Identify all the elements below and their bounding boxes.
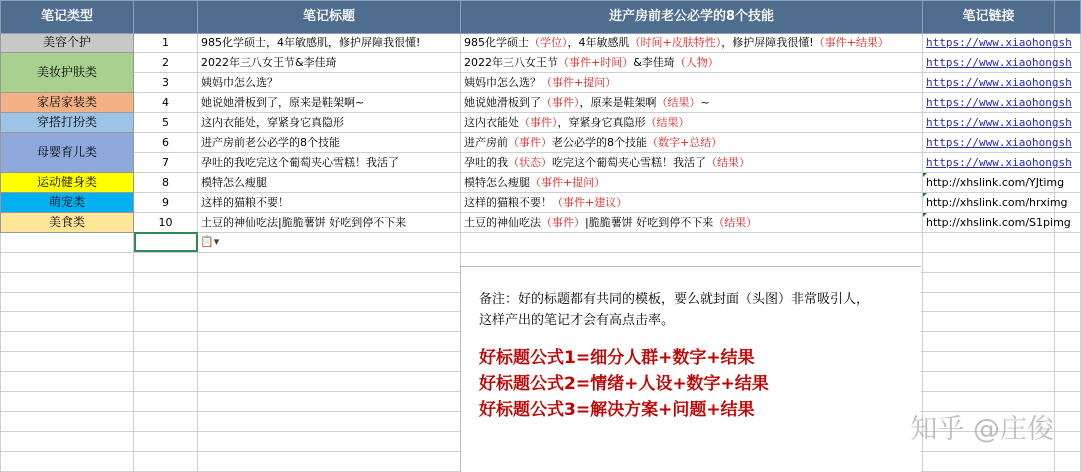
empty-cell[interactable] [1055, 372, 1081, 392]
hyperlink[interactable]: https://www.xiaohongsh [926, 36, 1072, 50]
analysis-text: ，4年敏感肌 [567, 36, 630, 50]
empty-cell[interactable] [1055, 412, 1081, 432]
table-row [1, 113, 1081, 133]
empty-cell[interactable] [134, 431, 198, 451]
empty-cell[interactable] [198, 392, 461, 412]
title-cell[interactable]: 孕吐的我吃完这个葡萄夹心雪糕！我活了 [198, 153, 461, 173]
analysis-tag: （结果） [706, 156, 750, 169]
empty-cell[interactable] [198, 451, 461, 471]
link-text: http://xhslink.com/hrximg [926, 195, 1068, 209]
hyperlink[interactable]: https://www.xiaohongsh [926, 56, 1072, 70]
empty-cell[interactable] [134, 392, 198, 412]
analysis-cell[interactable] [461, 212, 923, 232]
link-cell[interactable] [923, 212, 1071, 232]
analysis-cell[interactable] [461, 172, 923, 192]
analysis-tag: （人物） [674, 56, 719, 70]
empty-cell[interactable] [1055, 392, 1081, 412]
analysis-tag: （事件+提问） [541, 76, 617, 90]
hyperlink[interactable]: https://www.xiaohongsh [926, 116, 1072, 130]
number-cell[interactable]: 9 [134, 192, 198, 212]
analysis-cell[interactable] [461, 153, 923, 173]
link-text: http://xhslink.com/YJtimg [926, 175, 1065, 189]
analysis-text: 模特怎么瘦腿 [464, 175, 530, 189]
link-cell[interactable] [923, 53, 1072, 73]
link-cell[interactable] [923, 73, 1072, 93]
link-cell[interactable] [923, 192, 1068, 212]
analysis-text: 这内衣能处 [464, 116, 519, 130]
analysis-cell[interactable] [461, 192, 923, 212]
category-cell[interactable]: 美妆护肤类 [1, 53, 134, 93]
analysis-text: 985化学硕士 [464, 36, 529, 50]
number-cell[interactable]: 4 [134, 93, 198, 113]
title-cell[interactable]: 土豆的神仙吃法|脆脆薯饼 好吃到停不下来 [198, 212, 461, 232]
analysis-cell[interactable] [461, 73, 923, 93]
note-textbox[interactable] [460, 266, 921, 472]
analysis-text: ，穿紧身它真隐形 [557, 116, 646, 130]
empty-cell[interactable] [1, 352, 134, 372]
analysis-cell[interactable] [461, 93, 923, 113]
empty-cell[interactable] [1, 332, 134, 352]
number-cell[interactable]: 1 [134, 33, 198, 53]
empty-cell[interactable] [1, 252, 134, 272]
empty-cell[interactable] [1, 312, 134, 332]
number-cell[interactable]: 6 [134, 133, 198, 153]
empty-cell[interactable] [198, 252, 461, 272]
analysis-tag: （事件） [541, 215, 585, 229]
analysis-text: 她说她滑板到了 [464, 96, 541, 110]
empty-cell[interactable] [923, 332, 1055, 352]
empty-cell[interactable] [1, 272, 134, 292]
analysis-cell[interactable] [461, 33, 923, 53]
link-text: http://xhslink.com/S1pimg [926, 215, 1071, 229]
header-cell[interactable]: 进产房前老公必学的8个技能 [461, 1, 923, 34]
hyperlink[interactable]: https://www.xiaohongsh [926, 156, 1072, 169]
hyperlink[interactable]: https://www.xiaohongsh [926, 76, 1072, 90]
empty-cell[interactable] [923, 272, 1055, 292]
analysis-text: ，修护屏障我很懂! [721, 36, 814, 50]
watermark: 知乎 @庄俊 [910, 414, 1054, 445]
analysis-cell[interactable] [461, 113, 923, 133]
category-cell[interactable]: 运动健身类 [1, 172, 134, 192]
empty-cell[interactable] [1055, 232, 1081, 252]
title-cell[interactable]: 姨妈巾怎么选？ [198, 73, 461, 93]
table-row [1, 93, 1081, 113]
empty-cell[interactable] [198, 352, 461, 372]
empty-cell[interactable] [923, 292, 1055, 312]
analysis-text: |脆脆薯饼 好吃到停不下来 [585, 215, 714, 229]
number-cell[interactable]: 5 [134, 113, 198, 133]
analysis-tag: （状态） [508, 156, 552, 169]
analysis-text: 2022年三八女王节 [464, 56, 558, 70]
empty-cell[interactable] [1055, 292, 1081, 312]
title-cell[interactable]: 进产房前老公必学的8个技能 [198, 133, 461, 153]
note-description-1: 备注：好的标题都有共同的模板，要么就封面（头图）非常吸引人， [479, 292, 870, 307]
cell-comment-marker [923, 213, 927, 217]
analysis-text: 老公必学的8个技能 [552, 136, 647, 150]
empty-cell[interactable] [1055, 252, 1081, 272]
header-row [1, 1, 1081, 34]
empty-cell[interactable] [134, 332, 198, 352]
analysis-text: ，原来是鞋架啊 [579, 96, 657, 110]
empty-cell[interactable] [1055, 272, 1081, 292]
empty-row [1, 232, 1081, 252]
empty-cell[interactable] [134, 232, 198, 252]
analysis-text: 孕吐的我 [464, 156, 508, 169]
analysis-text: 土豆的神仙吃法 [464, 215, 541, 229]
empty-cell[interactable] [198, 312, 461, 332]
empty-cell[interactable] [1, 292, 134, 312]
empty-cell[interactable] [1055, 332, 1081, 352]
table-row [1, 33, 1081, 53]
table-row [1, 53, 1081, 73]
link-cell[interactable] [923, 133, 1072, 153]
paste-options-icon: 📋▾ [200, 235, 220, 248]
empty-cell[interactable] [1055, 451, 1081, 471]
number-cell[interactable]: 2 [134, 53, 198, 73]
header-cell[interactable]: 笔记链接 [923, 1, 1055, 34]
analysis-tag: （事件+时间） [558, 56, 634, 70]
analysis-tag: （事件） [541, 96, 580, 110]
analysis-text: ~ [700, 96, 710, 110]
link-cell[interactable] [923, 113, 1072, 133]
empty-cell[interactable] [923, 451, 1055, 471]
empty-cell[interactable] [1055, 431, 1081, 451]
empty-cell[interactable] [923, 312, 1055, 332]
header-cell[interactable] [134, 1, 198, 34]
formula-1: 好标题公式1=细分人群+数字+结果 [479, 348, 755, 368]
empty-cell[interactable] [1, 392, 134, 412]
empty-cell[interactable] [1, 431, 134, 451]
empty-cell[interactable] [134, 412, 198, 432]
analysis-tag: （事件+结果） [813, 36, 889, 50]
category-cell[interactable]: 穿搭打扮类 [1, 113, 134, 133]
hyperlink[interactable]: https://www.xiaohongsh [926, 96, 1072, 110]
header-cell[interactable] [1055, 1, 1081, 34]
header-cell[interactable]: 笔记类型 [1, 1, 134, 34]
formula-3: 好标题公式3=解决方案+问题+结果 [479, 400, 755, 420]
empty-cell[interactable] [198, 272, 461, 292]
analysis-cell[interactable] [461, 133, 923, 153]
cell-comment-marker [923, 193, 927, 197]
empty-cell[interactable] [1055, 352, 1081, 372]
analysis-cell[interactable] [461, 53, 923, 73]
empty-cell[interactable] [923, 232, 1055, 252]
analysis-tag: （数字+总结） [647, 136, 723, 150]
title-cell[interactable]: 这内衣能处，穿紧身它真隐形 [198, 113, 461, 133]
title-cell[interactable]: 这样的猫粮不要！ [198, 192, 461, 212]
empty-cell[interactable] [1055, 312, 1081, 332]
empty-cell[interactable] [198, 412, 461, 432]
link-cell[interactable] [923, 153, 1072, 173]
table-row [1, 73, 1081, 93]
empty-cell[interactable] [461, 232, 923, 252]
title-cell[interactable]: 模特怎么瘦腿 [198, 172, 461, 192]
analysis-tag: （结果） [656, 96, 701, 110]
empty-cell[interactable] [1, 451, 134, 471]
analysis-text: 这样的猫粮不要！ [464, 195, 552, 209]
paste-options-button[interactable] [200, 235, 228, 251]
empty-cell[interactable] [134, 252, 198, 272]
link-cell[interactable] [923, 33, 1072, 53]
number-cell[interactable]: 3 [134, 73, 198, 93]
cell-comment-marker [923, 173, 927, 177]
analysis-tag: （事件+提问） [530, 175, 606, 189]
category-cell[interactable]: 家居家装类 [1, 93, 134, 113]
analysis-tag: （结果） [713, 215, 758, 229]
analysis-text: 吃完这个葡萄夹心雪糕！我活了 [552, 156, 706, 169]
header-cell[interactable]: 笔记标题 [198, 1, 461, 34]
empty-cell[interactable] [1, 232, 134, 252]
empty-cell[interactable] [1, 412, 134, 432]
category-cell[interactable]: 美容个护 [1, 33, 134, 53]
category-cell[interactable]: 母婴育儿类 [1, 133, 134, 173]
category-cell[interactable]: 萌宠类 [1, 192, 134, 212]
empty-cell[interactable] [134, 451, 198, 471]
link-cell[interactable] [923, 172, 1065, 192]
number-cell[interactable]: 7 [134, 153, 198, 173]
note-description-2: 这样产出的笔记才会有高点击率。 [479, 313, 675, 328]
empty-cell[interactable] [923, 352, 1055, 372]
empty-cell[interactable] [198, 431, 461, 451]
analysis-text: &李佳琦 [633, 56, 675, 70]
category-cell[interactable]: 美食类 [1, 212, 134, 232]
analysis-text: 进产房前 [464, 136, 508, 150]
empty-cell[interactable] [198, 372, 461, 392]
empty-cell[interactable] [134, 372, 198, 392]
formula-2: 好标题公式2=情绪+人设+数字+结果 [479, 374, 769, 394]
table-row [1, 133, 1081, 153]
empty-cell[interactable] [134, 312, 198, 332]
analysis-tag: （事件+建议） [552, 195, 628, 209]
table-row [1, 192, 1081, 212]
title-cell[interactable]: 2022年三八女王节&李佳琦 [198, 53, 461, 73]
analysis-tag: （结果） [645, 116, 690, 130]
empty-cell[interactable] [923, 252, 1055, 272]
number-cell[interactable]: 10 [134, 212, 198, 232]
hyperlink[interactable]: https://www.xiaohongsh [926, 136, 1072, 150]
number-cell[interactable]: 8 [134, 172, 198, 192]
analysis-tag: （事件） [519, 116, 558, 130]
analysis-tag: （学位） [529, 36, 568, 50]
empty-cell[interactable] [134, 292, 198, 312]
empty-cell[interactable] [198, 332, 461, 352]
table-row [1, 212, 1081, 232]
link-cell[interactable] [923, 93, 1072, 113]
empty-cell[interactable] [923, 372, 1055, 392]
empty-cell[interactable] [198, 292, 461, 312]
analysis-tag: （时间+皮肤特性） [629, 36, 722, 50]
empty-cell[interactable] [134, 272, 198, 292]
empty-cell[interactable] [198, 232, 461, 252]
analysis-text: 姨妈巾怎么选？ [464, 76, 541, 90]
title-cell[interactable]: 985化学硕士，4年敏感肌，修护屏障我很懂! [198, 33, 461, 53]
table-row [1, 153, 1081, 173]
analysis-tag: （事件） [508, 136, 552, 150]
table-row [1, 172, 1081, 192]
title-cell[interactable]: 她说她滑板到了，原来是鞋架啊~ [198, 93, 461, 113]
empty-cell[interactable] [1, 372, 134, 392]
empty-cell[interactable] [134, 352, 198, 372]
